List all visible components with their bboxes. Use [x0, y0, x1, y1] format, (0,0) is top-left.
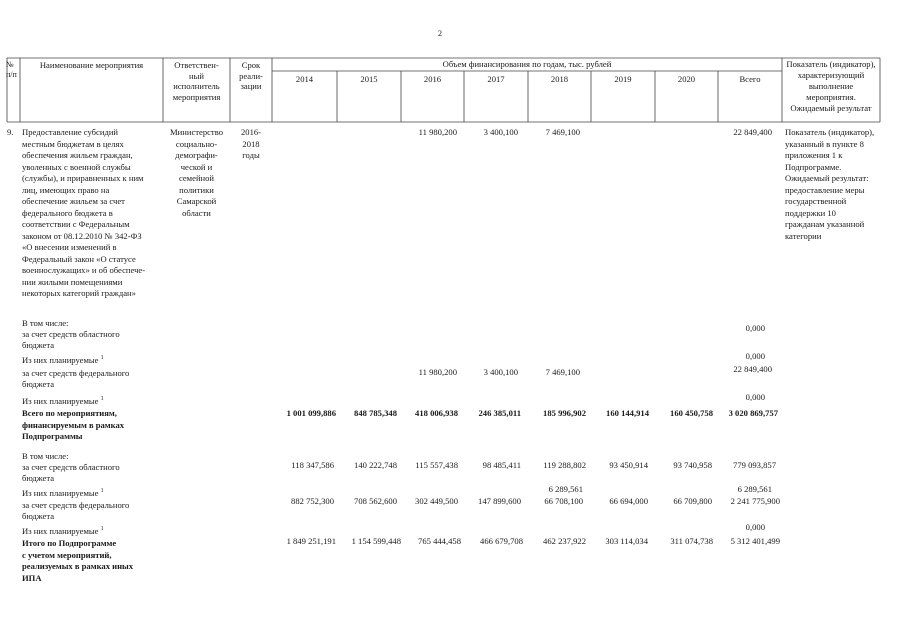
header-total: Всего — [739, 74, 761, 84]
header-year-2016: 2016 — [423, 74, 442, 84]
item-term: 2016- 2018 годы — [240, 127, 262, 160]
header-indicator: Показатель (индикатор), характеризующий выполнение мероприятия. Ожидаемый результат — [786, 59, 876, 113]
item-executor: Министерство социально- демографи- ческой и семейной политики Самарской области — [170, 127, 223, 218]
header-year-2015: 2015 — [360, 74, 378, 84]
header-funding: Объем финансирования по годам, тыс. рублей — [442, 59, 612, 69]
total-2015: 848 785,348 — [354, 408, 397, 418]
planned-2018: 6 289,561 — [548, 484, 583, 494]
header-term: Срок реали- зации — [239, 60, 263, 91]
federal-2017: 147 899,600 — [478, 496, 521, 506]
regional-total: 779 093,857 — [733, 460, 776, 470]
grand-2014: 1 849 251,191 — [286, 536, 336, 546]
total-incl-label: В том числе: — [22, 451, 69, 461]
page-number: 2 — [438, 29, 442, 38]
header-year-2018: 2018 — [550, 74, 569, 84]
item-regional-total: 0,000 — [745, 323, 765, 333]
federal-2015: 708 562,600 — [354, 496, 397, 506]
item-regional-label-2: бюджета — [22, 340, 55, 350]
item-federal-total: 22 849,400 — [733, 364, 772, 374]
regional-2015: 140 222,748 — [354, 460, 397, 470]
grand-total: 5 312 401,499 — [730, 536, 780, 546]
regional-2014: 118 347,586 — [291, 460, 334, 470]
regional-2016: 115 557,438 — [415, 460, 458, 470]
planned-total: 6 289,561 — [737, 484, 772, 494]
item-indicator: Показатель (индикатор), указанный в пункте 8 приложения 1 к Подпрограмме. Ожидаемый результат: предоставление меры государственной поддержки 10 гражданам указанной категории — [785, 127, 875, 241]
grand-2020: 311 074,738 — [670, 536, 713, 546]
total-2019: 160 144,914 — [606, 408, 649, 418]
total-2018: 185 996,902 — [543, 408, 586, 418]
total-all: 3 020 869,757 — [728, 408, 778, 418]
item-federal-2016: 11 980,200 — [418, 367, 457, 377]
total-planned2-label: Из них планируемые $^1$ — [22, 526, 104, 536]
grand-2016: 765 444,458 — [418, 536, 461, 546]
regional-2020: 93 740,958 — [673, 460, 712, 470]
total-2017: 246 385,011 — [478, 408, 521, 418]
grand-2019: 303 114,034 — [605, 536, 648, 546]
federal-2016: 302 449,500 — [415, 496, 458, 506]
item-value-2018: 7 469,100 — [545, 127, 580, 137]
federal-2014: 882 752,300 — [291, 496, 334, 506]
header-year-2020: 2020 — [677, 74, 696, 84]
total-2020: 160 450,758 — [670, 408, 713, 418]
item-planned-total: 0,000 — [745, 351, 765, 361]
header-year-2017: 2017 — [487, 74, 505, 84]
total-2014: 1 001 099,886 — [286, 408, 336, 418]
item-value-2016: 11 980,200 — [418, 127, 457, 137]
total-regional-label: за счет средств областного — [22, 462, 120, 472]
grand-2015: 1 154 599,448 — [351, 536, 401, 546]
item-federal-label: за счет средств федерального — [22, 368, 130, 378]
total-planned-label: Из них планируемые $^1$ — [22, 488, 104, 498]
item-federal-2018: 7 469,100 — [545, 367, 580, 377]
grand-2017: 466 679,708 — [480, 536, 523, 546]
regional-2018: 119 288,802 — [543, 460, 586, 470]
item-number: 9. — [7, 127, 14, 137]
item-value-total: 22 849,400 — [733, 127, 772, 137]
total-activities-label: Всего по мероприятиям, финансируемым в рамках Подпрограммы — [22, 408, 125, 441]
federal-2018: 66 708,100 — [544, 496, 583, 506]
header-name: Наименование мероприятия — [39, 60, 144, 70]
header-executor: Ответствен- ный исполнитель мероприятия — [172, 60, 221, 102]
header-year-2019: 2019 — [614, 74, 632, 84]
grand-total-label: Итого по Подпрограмме с учетом мероприятий, реализуемых в рамках иных ИПА — [22, 538, 134, 583]
regional-2017: 98 485,411 — [482, 460, 521, 470]
header-year-2014: 2014 — [295, 74, 314, 84]
item-federal-label-2: бюджета — [22, 379, 55, 389]
planned2-total: 0,000 — [745, 522, 765, 532]
grand-2018: 462 237,922 — [543, 536, 586, 546]
total-regional-label-2: бюджета — [22, 473, 55, 483]
item-planned-label: Из них планируемые $^1$ — [22, 355, 104, 365]
total-federal-label-2: бюджета — [22, 511, 55, 521]
item-planned2-total: 0,000 — [745, 392, 765, 402]
federal-total: 2 241 775,900 — [730, 496, 780, 506]
item-name: Предоставление субсидий местным бюджетам в целях обеспечения жильем граждан, уволенных с военной службы (службы), и приравненных к ним лиц, имеющих право на обеспечение жильем за счет федерального бюджета в соответствии с Федеральным законом от 08.12.2010 № 342-ФЗ «О внесении изменений в Федеральный закон «О статусе военнослужащих» и об обеспече- нии жилыми помещениями некоторых категорий граждан» — [22, 127, 146, 298]
item-federal-2017: 3 400,100 — [483, 367, 518, 377]
federal-2020: 66 709,800 — [673, 496, 712, 506]
item-planned2-label: Из них планируемые $^1$ — [22, 396, 104, 406]
item-regional-label: за счет средств областного — [22, 329, 120, 339]
regional-2019: 93 450,914 — [609, 460, 648, 470]
item-incl-label: В том числе: — [22, 318, 69, 328]
total-federal-label: за счет средств федерального — [22, 500, 130, 510]
federal-2019: 66 694,000 — [609, 496, 648, 506]
header-num: № п/п — [6, 60, 17, 79]
item-value-2017: 3 400,100 — [483, 127, 518, 137]
total-2016: 418 006,938 — [415, 408, 458, 418]
